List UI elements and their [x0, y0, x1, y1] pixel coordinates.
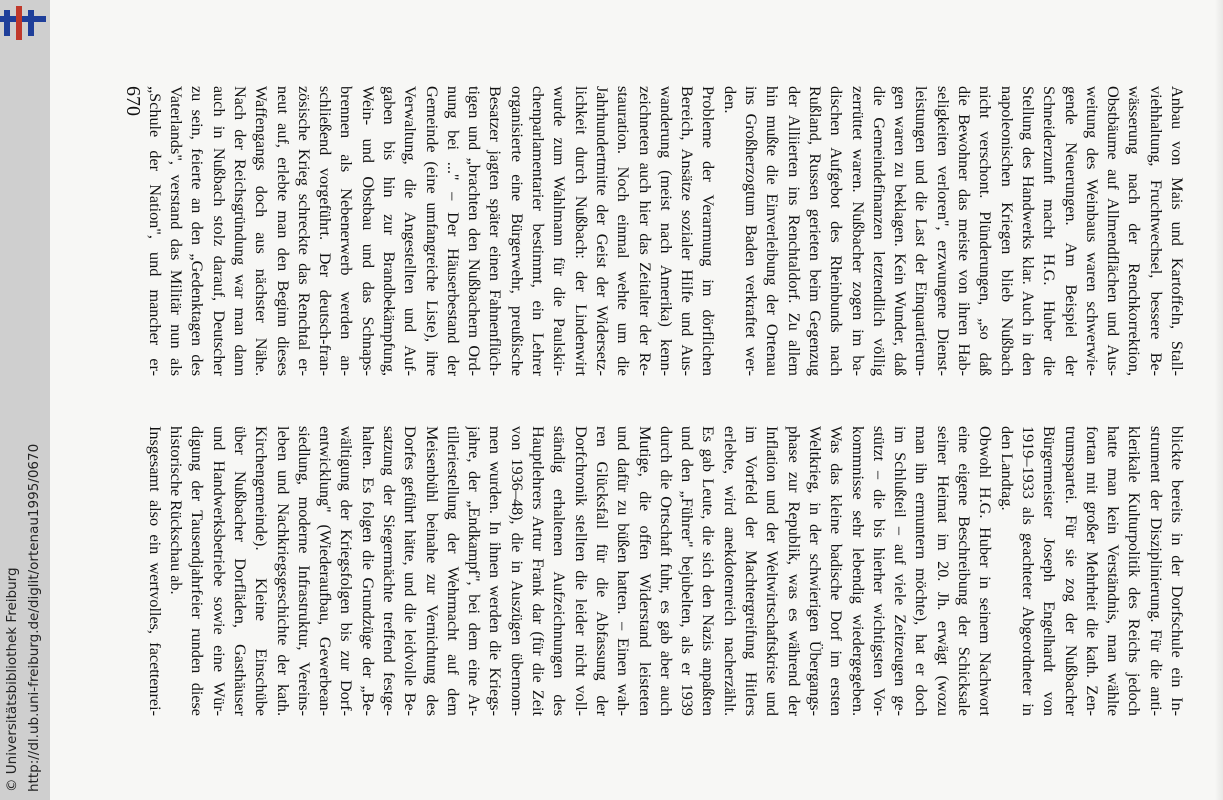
text-line: tigen und „brachten den Nußbachern Ord-: [465, 86, 484, 376]
text-line: nung bei ..." – Der Häuserbestand der: [443, 86, 462, 376]
page-edge: [1215, 0, 1223, 800]
text-line: blickte bereits in der Dorfschule ein In-: [1168, 426, 1186, 716]
text-line: weitung des Weinbaus waren schwerwie-: [1082, 86, 1101, 376]
text-line: im Vorfeld der Machtergreifung Hitlers: [742, 426, 761, 716]
text-line: Gemeinde (eine umfangreiche Liste), ihre: [422, 86, 441, 376]
text-line: die Bewohner das meiste von ihren Hab-: [955, 86, 974, 376]
text-line: Obstbäume auf Allmendflächen und Aus-: [1104, 86, 1123, 376]
text-line: zerrüttet waren. Nußbacher zogen im ba-: [848, 86, 867, 376]
text-line: strument der Disziplinierung. Für die anti-: [1146, 426, 1165, 716]
text-line: Dorfes geführt hätte, und die leidvolle Be-: [401, 426, 420, 716]
text-line: trumspartei. Für sie zog der Nußbacher: [1061, 426, 1080, 716]
text-line: tilleriestellung der Wehrmacht auf dem: [443, 426, 462, 716]
text-line: nicht verschont. Plünderungen, „so daß: [976, 86, 995, 376]
text-line: durch die Ortschaft fuhr, es gab aber auch: [656, 426, 675, 716]
text-column-right: [143, 426, 1187, 716]
text-line: stützt – die bis hierher wichtigsten Vor-: [869, 426, 888, 716]
text-line: ständig erhaltenen Aufzeichnungen des: [550, 426, 569, 716]
text-line: auch in Nußbach stolz darauf, Deutscher: [209, 86, 228, 376]
text-line: den.: [720, 86, 739, 114]
text-line: Vaterlands", verstand das Militär nun als: [167, 86, 186, 376]
text-line: Mutige, die offen Widerstand leisteten: [635, 426, 654, 716]
text-line: Bereich, Ansätze sozialer Hilfe und Aus-: [678, 86, 697, 376]
text-line: Hauptlehrers Artur Frank dar (für die Zeit: [529, 426, 548, 716]
text-line: Schneiderzunft macht H.G. Huber die: [1040, 86, 1059, 376]
text-line: gende Neuerungen. Am Beispiel der: [1061, 86, 1080, 376]
text-line: Nach der Reichsgründung war man dann: [230, 86, 249, 376]
source-url[interactable]: http://dl.ub.uni-freiburg.de/diglit/ortenau1995/0670: [26, 443, 42, 792]
text-line: dischen Aufgebot des Rheinbunds nach: [827, 86, 846, 376]
text-line: 1919–1933 als geachteter Abgeordneter in: [1018, 426, 1037, 716]
text-line: Insgesamt also ein wertvolles, facettenrei-: [145, 426, 164, 716]
text-line: Dorfchronik stellten die leider nicht voll-: [571, 426, 590, 716]
text-line: Weltkrieg, in der schwierigen Übergangs-: [805, 426, 824, 716]
sidebar: [0, 0, 50, 800]
text-line: Meisenbühl beinahe zur Vernichtung des: [422, 426, 441, 716]
text-line: den Landtag.: [997, 426, 1016, 511]
text-line: wanderung (meist nach Amerika) kenn-: [656, 86, 675, 376]
text-line: Inflation und der Weltwirtschaftskrise und: [763, 426, 782, 716]
sidebar-text: [0, 0, 50, 800]
text-line: organisierte eine Bürgerwehr, preußische: [507, 86, 526, 376]
text-line: viehhaltung, Fruchtwechsel, bessere Be-: [1146, 86, 1165, 376]
text-line: ren Glücksfall für die Abfassung der: [592, 426, 611, 716]
text-line: fortan mit großer Mehrheit die kath. Zen-: [1082, 426, 1101, 716]
text-line: Bürgermeister Joseph Engelhardt von: [1040, 426, 1059, 716]
text-line: phase zur Republik, was es während der: [784, 426, 803, 716]
text-line: wältigung der Kriegsfolgen bis zur Dorf-: [337, 426, 356, 716]
text-line: Obwohl H.G. Huber in seinem Nachwort: [976, 426, 995, 716]
text-line: im Schlußteil – auf viele Zeitzeugen ge-: [891, 426, 910, 716]
text-line: siedlung, moderne Infrastruktur, Vereins-: [294, 426, 313, 716]
text-line: Anbau von Mais und Kartoffeln, Stall-: [1168, 86, 1186, 376]
text-line: schließend vorgeführt. Der deutsch-fran-: [316, 86, 335, 376]
text-line: Verwaltung, die Angestellten und Auf-: [401, 86, 420, 376]
text-line: ins Großherzogtum Baden verkraftet wer-: [742, 86, 761, 376]
text-line: zeichneten auch hier das Zeitalter der Re-: [635, 86, 654, 376]
text-line: der Alliierten ins Renchtaldorf. Zu allem: [784, 86, 803, 376]
text-line: lichkeit durch Nußbach: der Lindenwirt: [571, 86, 590, 376]
text-line: Jahrhundertmitte der Geist der Widersetz-: [592, 86, 611, 376]
page-number: 670: [122, 86, 144, 116]
text-line: neut auf, erlebte man den Beginn dieses: [273, 86, 292, 376]
text-line: Waffengangs doch aus nächster Nähe.: [252, 86, 271, 376]
text-line: Besatzer jagten später einen Fahnenflüch-: [486, 86, 505, 376]
text-line: seligkeiten verloren", erzwungene Dienst-: [933, 86, 952, 376]
text-line: Rußland, Russen gerieten beim Gegenzug: [805, 86, 824, 376]
text-line: napoleonischen Kriegen blieb Nußbach: [997, 86, 1016, 376]
text-line: hin mußte die Einverleibung der Ortenau: [763, 86, 782, 376]
text-line: leistungen und die Last der Einquartierun-: [912, 86, 931, 376]
text-line: Probleme der Verarmung im dörflichen: [699, 86, 718, 376]
text-line: gen waren zu beklagen. Kein Wunder, daß: [891, 86, 910, 376]
text-line: über Nußbacher Dorfläden, Gasthäuser: [230, 426, 249, 716]
text-line: Es gab Leute, die sich den Nazis anpaßten: [699, 426, 718, 716]
text-line: leben und Nachkriegsgeschichte der kath.: [273, 426, 292, 716]
text-line: Stellung des Handwerks klar. Auch in den: [1018, 86, 1037, 376]
text-line: seiner Heimat im 20. Jh. erwägt (wozu: [933, 426, 952, 716]
text-line: zösische Krieg schreckte das Renchtal er-: [294, 86, 313, 376]
text-line: hatte man kein Verständnis, man wählte: [1104, 426, 1123, 716]
text-line: historische Rückschau ab.: [167, 426, 186, 595]
text-line: chenparlamentarier bestimmt, ein Lehrer: [529, 86, 548, 376]
text-line: jahre, der „Endkampf", bei dem eine Ar-: [465, 426, 484, 716]
text-column-left: [143, 86, 1187, 376]
text-line: die Gemeindefinanzen letztendlich völlig: [869, 86, 888, 376]
text-line: wurde zum Wahlmann für die Paulskir-: [550, 86, 569, 376]
text-line: kommnisse sehr lebendig wiedergegeben.: [848, 426, 867, 716]
text-line: wässerung nach der Renchkorrektion,: [1125, 86, 1144, 376]
text-line: von 1936–48), die in Auszügen übernom-: [507, 426, 526, 716]
text-line: man ihn ermuntern möchte), hat er doch: [912, 426, 931, 716]
text-line: und dafür zu büßen hatten. – Einen wah-: [614, 426, 633, 716]
text-line: gaben bis hin zur Brandbekämpfung,: [380, 86, 399, 376]
text-line: und Handwerksbetriebe sowie eine Wür-: [209, 426, 228, 716]
text-line: Kirchengemeinde). Kleine Einschübe: [252, 426, 271, 716]
text-line: halten. Es folgen die Grundzüge der „Be-: [358, 426, 377, 716]
text-line: stauration. Noch einmal wehte um die: [614, 86, 633, 376]
text-line: zu sein, feierte an den „Gedenktagen des: [188, 86, 207, 376]
text-line: erlebte, wird anekdotenreich nacherzählt.: [720, 426, 739, 716]
text-line: digung der Tausendjahrfeier runden diese: [188, 426, 207, 716]
copyright: © Universitätsbibliothek Freiburg: [4, 567, 20, 792]
text-line: men wurden. In ihnen werden die Kriegs-: [486, 426, 505, 716]
text-line: „Schule der Nation", und mancher er-: [145, 86, 164, 376]
text-line: entwicklung" (Wiederaufbau, Gewerbean-: [316, 426, 335, 716]
text-line: eine eigene Beschreibung der Schicksale: [955, 426, 974, 716]
text-line: Wein- und Obstbau und das Schnaps-: [358, 86, 377, 376]
text-line: und den „Führer" bejubelten, als er 1939: [678, 426, 697, 716]
text-line: brennen als Nebenerwerb werden an-: [337, 86, 356, 376]
text-line: klerikale Kulturpolitik des Reichs jedoch: [1125, 426, 1144, 716]
text-line: Was das kleine badische Dorf im ersten: [827, 426, 846, 716]
text-line: satzung der Siegermächte treffend festge-: [380, 426, 399, 716]
scanned-page: [50, 0, 1223, 800]
